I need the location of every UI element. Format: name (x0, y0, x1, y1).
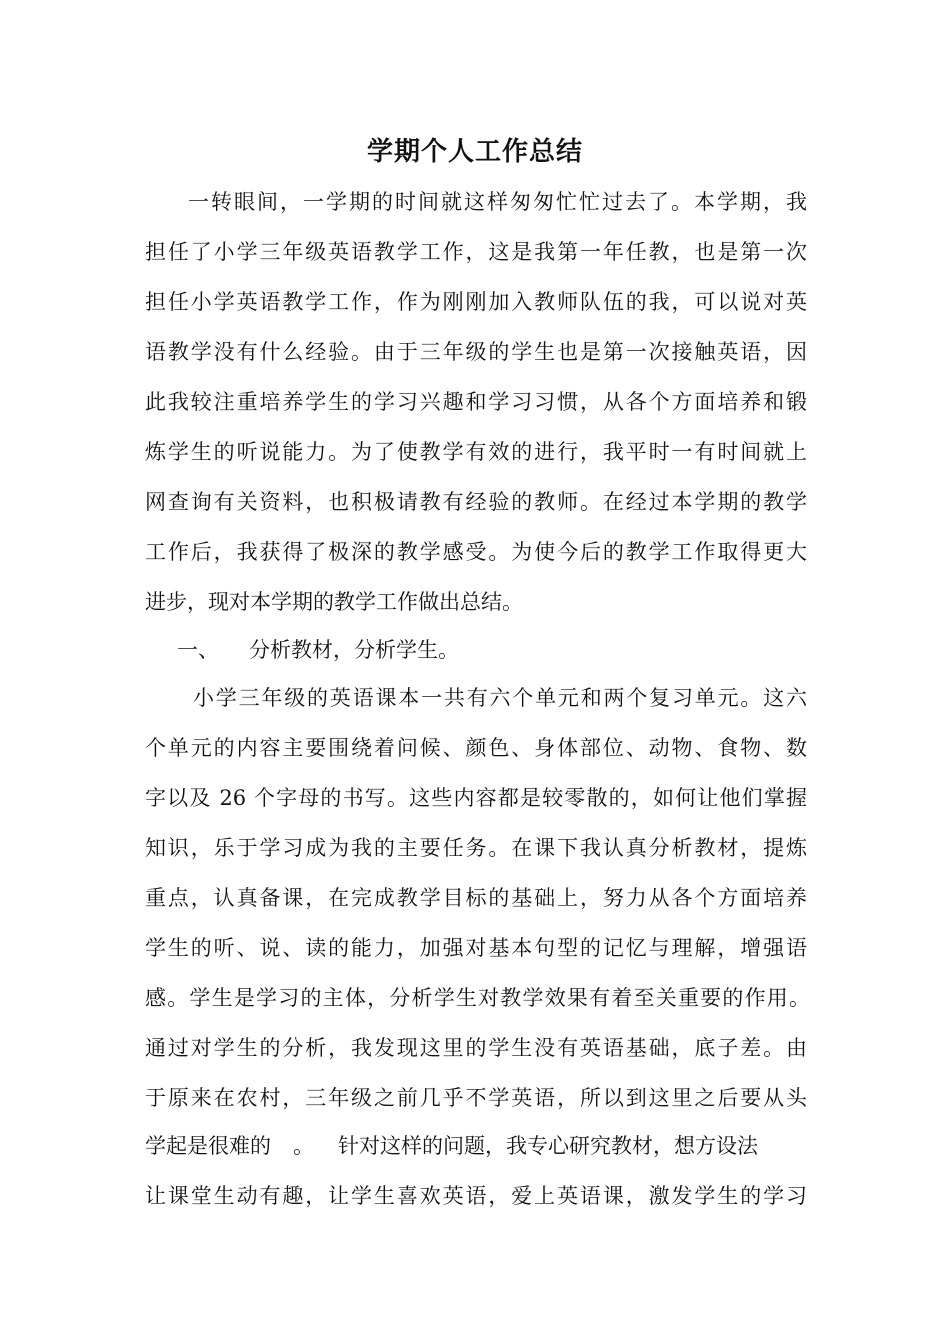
line-segment: 针对这样的问题，我专心研究教材，想方设法 (338, 1134, 758, 1158)
paragraph-line (145, 1122, 758, 1170)
line-punctuation: 。 (293, 1134, 314, 1158)
paragraph-line: 工作后，我获得了极深的教学感受。为使今后的教学工作取得更大 (145, 540, 807, 564)
section-number: 一、 (177, 638, 219, 662)
paragraph-line: 感。学生是学习的主体，分析学生对教学效果有着至关重要的作用。 (145, 986, 810, 1010)
paragraph-line: 担任了小学三年级英语教学工作，这是我第一年任教，也是第一次 (145, 240, 807, 264)
paragraph-line: 重点，认真备课，在完成教学目标的基础上，努力从各个方面培养 (145, 886, 807, 910)
section-heading (177, 626, 459, 674)
paragraph-line: 个单元的内容主要围绕着问候、颜色、身体部位、动物、食物、数 (145, 736, 807, 760)
section-heading-text: 分析教材，分析学生。 (249, 638, 459, 662)
paragraph-line: 学生的听、说、读的能力，加强对基本句型的记忆与理解，增强语 (145, 936, 807, 960)
paragraph-line: 通过对学生的分析，我发现这里的学生没有英语基础，底子差。由 (145, 1036, 807, 1060)
paragraph-line: 一转眼间，一学期的时间就这样匆匆忙忙过去了。本学期，我 (188, 190, 807, 214)
paragraph-line: 进步，现对本学期的教学工作做出总结。 (145, 590, 523, 614)
paragraph-line: 知识，乐于学习成为我的主要任务。在课下我认真分析教材，提炼 (145, 836, 807, 860)
paragraph-line: 担任小学英语教学工作，作为刚刚加入教师队伍的我，可以说对英 (145, 290, 807, 314)
paragraph-line: 炼学生的听说能力。为了使教学有效的进行，我平时一有时间就上 (145, 440, 807, 464)
paragraph-line: 让课堂生动有趣，让学生喜欢英语，爱上英语课，激发学生的学习 (145, 1184, 807, 1208)
paragraph-line: 此我较注重培养学生的学习兴趣和学习习惯，从各个方面培养和锻 (145, 390, 807, 414)
paragraph-line: 字以及 26 个字母的书写。这些内容都是较零散的，如何让他们掌握 (145, 786, 807, 810)
document-title: 学期个人工作总结 (366, 137, 583, 167)
paragraph-line: 语教学没有什么经验。由于三年级的学生也是第一次接触英语，因 (145, 340, 807, 364)
paragraph-line: 小学三年级的英语课本一共有六个单元和两个复习单元。这六 (193, 686, 807, 710)
paragraph-line: 于原来在农村，三年级之前几乎不学英语，所以到这里之后要从头 (145, 1086, 807, 1110)
paragraph-line: 网查询有关资料，也积极请教有经验的教师。在经过本学期的教学 (145, 490, 807, 514)
line-segment: 学起是很难的 (145, 1134, 271, 1158)
